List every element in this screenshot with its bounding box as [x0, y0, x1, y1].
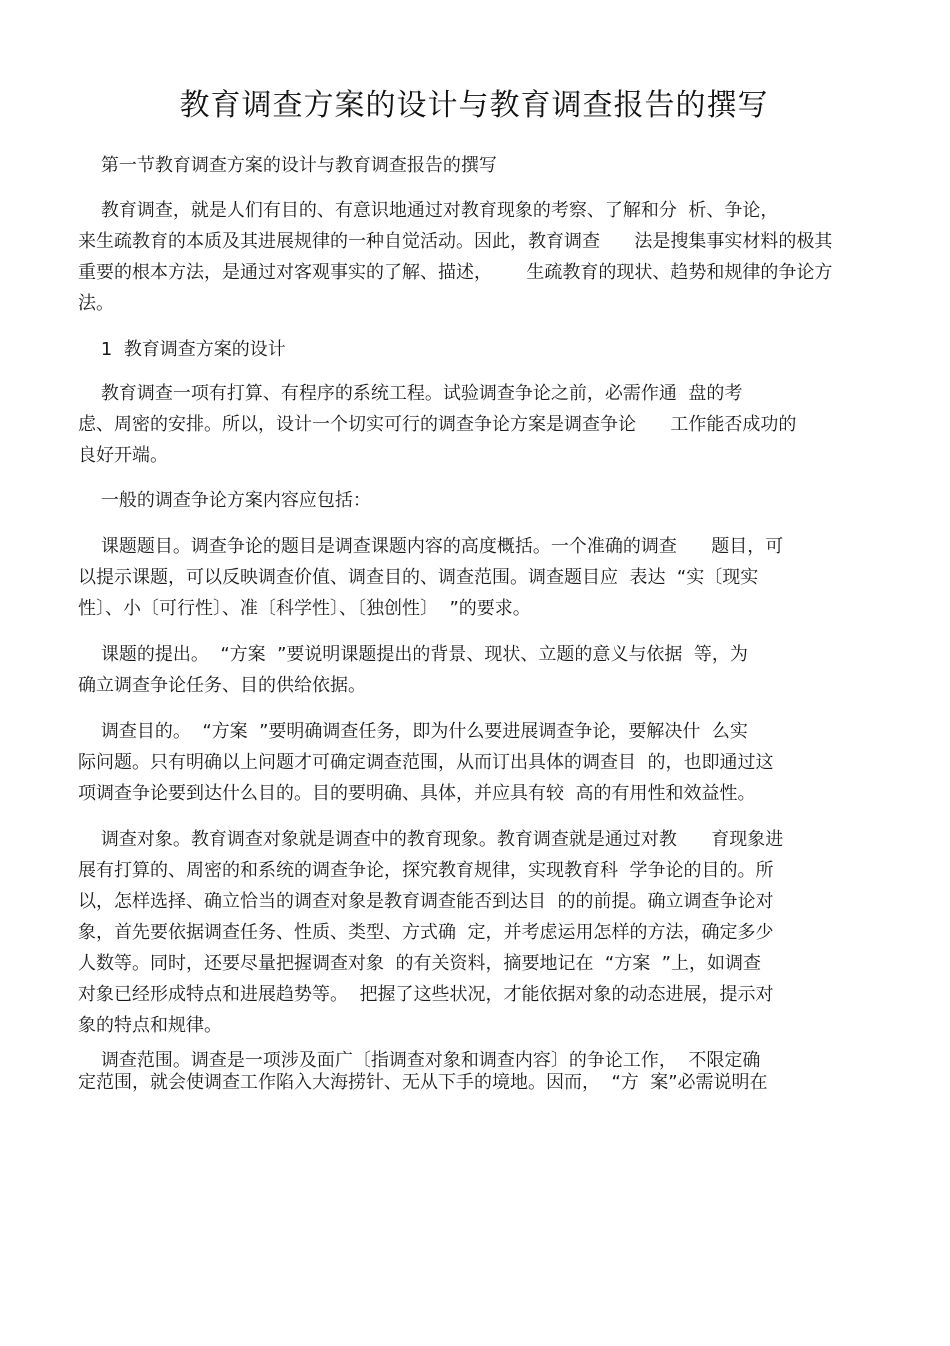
contents-intro-line: 一般的调查争论方案内容应包括： — [78, 490, 371, 511]
section-heading — [78, 150, 870, 181]
purpose-paragraph-line: 调查目的。 “方案 ”要明确调查任务，即为什么要进展调查争论，要解决什 么实 — [78, 721, 748, 742]
intro-paragraph-line: 教育调查，就是人们有目的、有意识地通过对教育现象的考察、了解和分 析、争论， — [78, 200, 779, 221]
design-paragraph-line: 良好开端。 — [78, 445, 168, 466]
subsection-heading — [78, 334, 870, 365]
object-paragraph-line: 展有打算的、周密的和系统的调查争论，探究教育规律，实现教育科 学争论的目的。所 — [78, 860, 774, 881]
object-paragraph-line: 象，首先要依据调查任务、性质、类型、方式确 定，并考虑运用怎样的方法，确定多少 — [78, 922, 774, 943]
object-paragraph-line: 对象已经形成特点和进展趋势等。 把握了这些状况，才能依据对象的动态进展，提示对 — [78, 984, 774, 1005]
object-paragraph-line: 调查对象。教育调查对象就是调查中的教育现象。教育调查就是通过对教 育现象进 — [78, 829, 784, 850]
purpose-paragraph — [78, 716, 870, 809]
contents-intro — [78, 485, 870, 516]
topic-paragraph-line: 课题题目。调查争论的题目是调查课题内容的高度概括。一个准确的调查 题目，可 — [78, 536, 784, 557]
object-paragraph — [78, 824, 870, 1041]
topic-paragraph — [78, 531, 870, 624]
scope-paragraph-line: 定范围，就会使调查工作陷入大海捞针、无从下手的境地。因而， “方 案”必需说明在 — [78, 1072, 768, 1093]
intro-paragraph-line: 法。 — [78, 293, 114, 314]
proposal-paragraph — [78, 639, 870, 701]
purpose-paragraph-line: 际问题。只有明确以上问题才可确定调查范围，从而订出具体的调查目 的，也即通过这 — [78, 752, 774, 773]
intro-paragraph — [78, 195, 870, 319]
object-paragraph-line: 象的特点和规律。 — [78, 1015, 222, 1036]
design-paragraph — [78, 378, 870, 471]
section-heading-line: 第一节教育调查方案的设计与教育调查报告的撰写 — [78, 155, 497, 176]
topic-paragraph-line: 以提示课题，可以反映调查价值、调查目的、调查范围。调查题目应 表达 “实〔现实 — [78, 567, 759, 588]
design-paragraph-line: 教育调查一项有打算、有程序的系统工程。试验调查争论之前，必需作通 盘的考 — [78, 383, 743, 404]
proposal-paragraph-line: 确立调查争论任务、目的供给依据。 — [78, 675, 366, 696]
intro-paragraph-line: 来生疏教育的本质及其进展规律的一种自觉活动。因此，教育调查 法是搜集事实材料的极其 — [78, 231, 833, 252]
topic-paragraph-line: 性〕、小〔可行性〕、准〔科学性〕、〔独创性〕 ”的要求。 — [78, 598, 531, 619]
object-paragraph-line: 人数等。同时，还要尽量把握调查对象 的有关资料，摘要地记在 “方案 ”上，如调查 — [78, 953, 761, 974]
proposal-paragraph-line: 课题的提出。 “方案 ”要说明课题提出的背景、现状、立题的意义与依据 等，为 — [78, 644, 748, 665]
design-paragraph-line: 虑、周密的安排。所以，设计一个切实可行的调查争论方案是调查争论 工作能否成功的 — [78, 414, 797, 435]
scope-paragraph-line: 调查范围。调查是一项涉及面广〔指调查对象和调查内容〕的争论工作， 不限定确 — [78, 1050, 761, 1071]
object-paragraph-line: 以，怎样选择、确立恰当的调查对象是教育调查能否到达目 的的前提。确立调查争论对 — [78, 891, 774, 912]
intro-paragraph-line: 重要的根本方法，是通过对客观事实的了解、描述， 生疏教育的现状、趋势和规律的争论方 — [78, 262, 833, 283]
scope-paragraph — [78, 1050, 870, 1094]
document-title: 教育调查方案的设计与教育调查报告的撰写 — [179, 88, 769, 123]
subsection-heading-line: 1 教育调查方案的设计 — [78, 339, 286, 360]
purpose-paragraph-line: 项调查争论要到达什么目的。目的要明确、具体，并应具有较 高的有用性和效益性。 — [78, 783, 756, 804]
